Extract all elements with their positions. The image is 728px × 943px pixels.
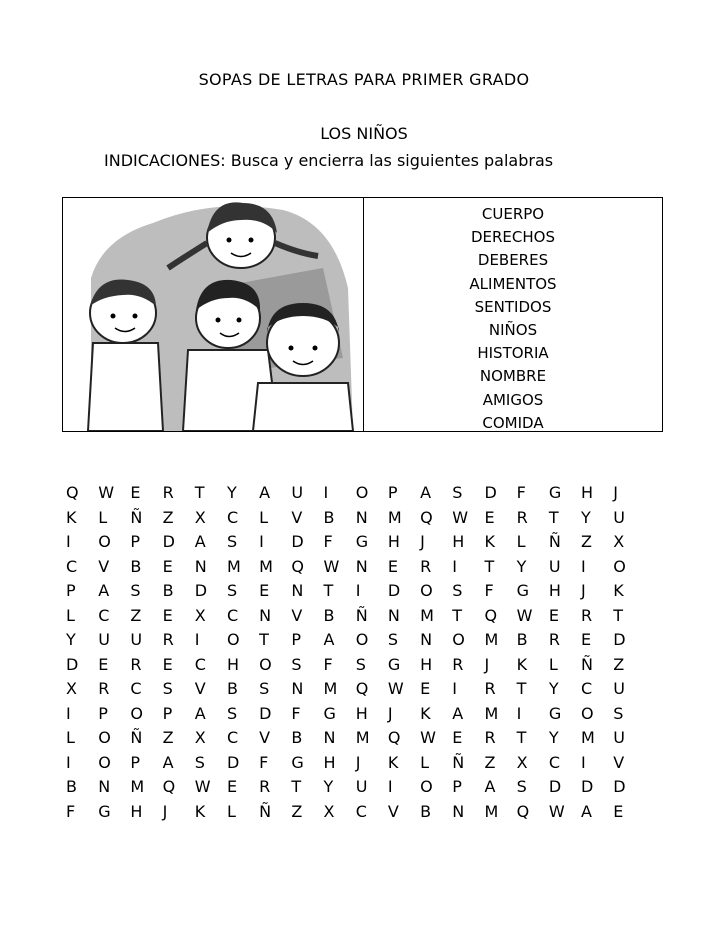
grid-letter[interactable]: E (548, 605, 559, 625)
grid-letter[interactable]: T (484, 556, 495, 576)
grid-letter[interactable]: W (98, 483, 115, 502)
grid-letter[interactable]: V (291, 507, 303, 527)
grid-letter[interactable]: B (323, 507, 335, 527)
grid-letter[interactable]: S (452, 581, 463, 600)
grid-letter[interactable]: S (516, 777, 527, 796)
grid-letter[interactable]: O (98, 728, 111, 747)
grid-letter[interactable]: R (130, 654, 142, 674)
grid-letter[interactable]: R (548, 630, 560, 649)
grid-letter[interactable]: U (98, 630, 110, 649)
grid-letter[interactable]: M (355, 728, 370, 747)
grid-letter[interactable]: J (484, 654, 490, 674)
grid-letter[interactable]: H (130, 801, 143, 821)
grid-letter[interactable]: R (484, 679, 496, 698)
grid-letter[interactable]: C (226, 507, 239, 527)
grid-letter[interactable]: Y (548, 679, 559, 698)
grid-letter[interactable]: R (516, 507, 528, 527)
grid-letter[interactable]: R (98, 679, 110, 698)
grid-letter[interactable]: D (387, 581, 401, 600)
word-item: NIÑOS (488, 321, 538, 340)
grid-letter[interactable]: V (387, 801, 399, 821)
grid-letter[interactable]: A (162, 752, 174, 772)
grid-letter[interactable]: G (323, 703, 336, 723)
grid-letter[interactable]: H (323, 752, 336, 772)
grid-letter[interactable]: O (226, 630, 240, 649)
grid-letter[interactable]: M (387, 507, 402, 527)
grid-letter[interactable]: B (291, 728, 303, 747)
grid-letter[interactable]: S (162, 679, 173, 698)
grid-letter[interactable]: S (387, 630, 399, 649)
grid-letter[interactable]: Y (581, 507, 591, 527)
grid-letter[interactable]: A (484, 777, 496, 796)
grid-letter[interactable]: O (581, 703, 594, 723)
grid-letter[interactable]: M (420, 605, 434, 625)
grid-letter[interactable]: R (162, 630, 174, 649)
grid-letter[interactable]: L (516, 532, 526, 551)
grid-letter[interactable]: I (259, 532, 264, 551)
grid-letter[interactable]: H (387, 532, 400, 551)
grid-letter[interactable]: G (387, 654, 401, 674)
grid-letter[interactable]: E (162, 654, 173, 674)
grid-letter[interactable]: F (323, 532, 333, 551)
grid-letter[interactable]: K (194, 801, 206, 821)
grid-letter[interactable]: A (323, 630, 335, 649)
grid-letter[interactable]: W (516, 605, 533, 625)
grid-letter[interactable]: C (226, 605, 239, 625)
grid-letter[interactable]: O (613, 556, 626, 576)
grid-letter[interactable]: S (259, 679, 270, 698)
grid-letter[interactable]: G (291, 752, 304, 772)
grid-letter[interactable]: D (484, 483, 497, 502)
illustration-cell (63, 198, 364, 431)
grid-letter[interactable]: D (66, 654, 79, 674)
grid-letter[interactable]: Q (484, 605, 498, 625)
grid-letter[interactable]: G (98, 801, 111, 821)
grid-letter[interactable]: G (548, 703, 562, 723)
grid-letter[interactable]: P (291, 630, 301, 649)
grid-letter[interactable]: M (484, 801, 499, 821)
grid-letter[interactable]: H (355, 703, 368, 723)
grid-letter[interactable]: D (259, 703, 272, 723)
grid-letter[interactable]: Q (387, 728, 401, 747)
grid-letter[interactable]: I (581, 556, 586, 576)
grid-letter[interactable]: P (162, 703, 173, 723)
grid-letter[interactable]: V (613, 752, 625, 772)
grid-letter[interactable]: E (581, 630, 592, 649)
grid-letter[interactable]: K (484, 532, 495, 551)
grid-letter[interactable]: O (130, 703, 143, 723)
grid-letter[interactable]: I (452, 556, 457, 576)
grid-letter[interactable]: T (613, 605, 623, 625)
grid-letter[interactable]: Y (323, 777, 334, 796)
grid-letter[interactable]: S (226, 581, 238, 600)
grid-letter[interactable]: M (259, 556, 273, 576)
grid-letter[interactable]: M (226, 556, 241, 576)
grid-letter[interactable]: N (355, 556, 368, 576)
grid-letter[interactable]: N (194, 556, 207, 576)
grid-letter[interactable]: J (613, 483, 618, 502)
grid-letter[interactable]: R (162, 483, 174, 502)
grid-letter[interactable]: O (420, 581, 433, 600)
grid-letter[interactable]: I (66, 703, 71, 723)
instructions: INDICACIONES: Busca y encierra las siguientes palabras (104, 151, 554, 170)
grid-letter[interactable]: A (581, 801, 592, 821)
grid-letter[interactable]: A (259, 483, 271, 502)
grid-letter[interactable]: U (130, 630, 143, 649)
word-item: COMIDA (482, 413, 544, 432)
grid-letter[interactable]: I (355, 581, 361, 600)
children-illustration-icon (63, 198, 363, 431)
word-list (463, 203, 563, 435)
grid-letter[interactable]: X (516, 752, 528, 772)
grid-letter[interactable]: Q (162, 777, 176, 796)
grid-letter[interactable]: T (259, 630, 269, 649)
grid-letter[interactable]: H (226, 654, 239, 674)
grid-letter[interactable]: O (355, 483, 369, 502)
grid-letter[interactable]: V (259, 728, 271, 747)
grid-letter[interactable]: E (130, 483, 141, 502)
grid-letter[interactable]: Z (581, 532, 592, 551)
grid-letter[interactable]: F (66, 801, 76, 821)
grid-letter[interactable]: T (452, 605, 463, 625)
grid-letter[interactable]: R (259, 777, 271, 796)
grid-letter[interactable]: J (581, 581, 586, 600)
grid-letter[interactable]: D (613, 630, 626, 649)
grid-letter[interactable]: S (226, 703, 238, 723)
grid-letter[interactable]: Ñ (355, 605, 368, 625)
grid-letter[interactable]: E (613, 801, 624, 821)
grid-letter[interactable]: D (548, 777, 562, 796)
grid-letter[interactable]: T (323, 581, 334, 600)
grid-letter[interactable]: S (355, 654, 366, 674)
grid-letter[interactable]: Z (613, 654, 625, 674)
grid-letter[interactable]: C (98, 605, 110, 625)
grid-letter[interactable]: E (484, 507, 495, 527)
grid-letter[interactable]: I (66, 532, 71, 551)
grid-letter[interactable]: T (291, 777, 302, 796)
grid-letter[interactable]: D (581, 777, 594, 796)
grid-letter[interactable]: Z (130, 605, 142, 625)
grid-letter[interactable]: I (452, 679, 457, 698)
grid-letter[interactable]: O (98, 532, 111, 551)
grid-letter[interactable]: H (548, 581, 561, 600)
grid-letter[interactable]: M (323, 679, 338, 698)
grid-letter[interactable]: N (355, 507, 368, 527)
grid-letter[interactable]: T (194, 483, 205, 502)
grid-letter[interactable]: D (226, 752, 240, 772)
grid-letter[interactable]: Q (355, 679, 369, 698)
grid-letter[interactable]: Z (162, 728, 174, 747)
word-item: NOMBRE (479, 367, 547, 386)
grid-letter[interactable]: U (291, 483, 304, 502)
grid-letter[interactable]: D (194, 581, 208, 600)
grid-letter[interactable]: A (194, 703, 206, 723)
grid-letter[interactable]: Y (226, 483, 237, 502)
grid-letter[interactable]: Ñ (548, 532, 561, 551)
grid-letter[interactable]: S (194, 752, 205, 772)
grid-letter[interactable]: D (291, 532, 304, 551)
grid-letter[interactable]: N (387, 605, 400, 625)
grid-letter[interactable]: H (581, 483, 594, 502)
grid-letter[interactable]: S (613, 703, 624, 723)
grid-letter[interactable]: E (452, 728, 463, 747)
grid-letter[interactable]: C (355, 801, 367, 821)
grid-letter[interactable]: W (420, 728, 436, 747)
grid-letter[interactable]: V (98, 556, 110, 576)
grid-letter[interactable]: U (613, 728, 625, 747)
grid-letter[interactable]: R (484, 728, 496, 747)
grid-letter[interactable]: S (291, 654, 302, 674)
grid-letter[interactable]: I (581, 752, 586, 772)
grid-letter[interactable]: Ñ (581, 654, 593, 674)
grid-letter[interactable]: H (420, 654, 433, 674)
grid-letter[interactable]: P (98, 703, 108, 723)
grid-letter[interactable]: N (452, 801, 465, 821)
grid-letter[interactable]: B (420, 801, 432, 821)
grid-letter[interactable]: W (548, 801, 565, 821)
word-box (62, 197, 663, 432)
grid-letter[interactable]: D (162, 532, 175, 551)
grid-letter[interactable]: Ñ (452, 752, 465, 772)
letter-grid (66, 483, 645, 826)
grid-letter[interactable]: I (516, 703, 522, 723)
grid-letter[interactable]: J (420, 532, 425, 551)
grid-letter[interactable]: O (259, 654, 272, 674)
grid-letter[interactable]: R (452, 654, 464, 674)
grid-letter[interactable]: L (548, 654, 558, 674)
grid-letter[interactable]: B (226, 679, 238, 698)
grid-letter[interactable]: R (581, 605, 593, 625)
grid-letter[interactable]: O (452, 630, 465, 649)
grid-letter[interactable]: S (226, 532, 238, 551)
grid-letter[interactable]: X (194, 728, 206, 747)
page-subtitle: LOS NIÑOS (320, 124, 408, 143)
grid-letter[interactable]: B (323, 605, 335, 625)
grid-letter[interactable]: A (420, 483, 432, 502)
grid-letter[interactable]: E (162, 556, 173, 576)
grid-letter[interactable]: L (66, 728, 75, 747)
grid-letter[interactable]: N (98, 777, 111, 796)
grid-letter[interactable]: J (387, 703, 393, 723)
grid-letter[interactable]: C (194, 654, 206, 674)
word-item: ALIMENTOS (469, 274, 557, 293)
grid-letter[interactable]: P (452, 777, 462, 796)
grid-letter[interactable]: V (194, 679, 206, 698)
grid-letter[interactable]: E (259, 581, 270, 600)
grid-letter[interactable]: Q (291, 556, 304, 576)
grid-letter[interactable]: Q (66, 483, 79, 502)
grid-letter[interactable]: O (98, 752, 111, 772)
grid-letter[interactable]: Z (291, 801, 303, 821)
grid-letter[interactable]: Ñ (259, 801, 272, 821)
grid-letter[interactable]: U (613, 507, 625, 527)
grid-letter[interactable]: Ñ (130, 507, 143, 527)
grid-letter[interactable]: N (291, 679, 304, 698)
word-item: DEBERES (477, 251, 549, 270)
grid-letter[interactable]: D (613, 777, 626, 796)
word-item: AMIGOS (482, 390, 544, 409)
grid-letter[interactable]: F (484, 581, 494, 600)
grid-letter[interactable]: Q (420, 507, 433, 527)
grid-letter[interactable]: E (420, 679, 431, 698)
grid-letter[interactable]: L (66, 605, 75, 625)
grid-letter[interactable]: K (387, 752, 399, 772)
grid-letter[interactable]: Q (516, 801, 530, 821)
grid-letter[interactable]: L (259, 507, 269, 527)
grid-letter[interactable]: Y (548, 728, 559, 747)
grid-letter[interactable]: M (130, 777, 145, 796)
grid-letter[interactable]: P (387, 483, 398, 502)
grid-letter[interactable]: C (66, 556, 78, 576)
grid-letter[interactable]: P (66, 581, 76, 600)
grid-letter[interactable]: J (162, 801, 168, 821)
grid-letter[interactable]: Ñ (130, 728, 143, 747)
grid-letter[interactable]: T (516, 679, 527, 698)
grid-letter[interactable]: Z (162, 507, 174, 527)
grid-letter[interactable]: U (613, 679, 625, 698)
grid-letter[interactable]: M (484, 703, 499, 723)
grid-letter[interactable]: W (194, 777, 211, 796)
grid-letter[interactable]: K (613, 581, 624, 600)
grid-letter[interactable]: I (323, 483, 329, 502)
word-item: SENTIDOS (474, 297, 552, 316)
grid-letter[interactable]: A (452, 703, 464, 723)
grid-letter[interactable]: X (194, 605, 206, 625)
grid-letter[interactable]: F (291, 703, 301, 723)
grid-letter[interactable]: F (516, 483, 526, 502)
grid-letter[interactable]: A (194, 532, 206, 551)
grid-letter[interactable]: J (355, 752, 361, 772)
grid-letter[interactable]: L (420, 752, 429, 772)
grid-letter[interactable]: F (259, 752, 269, 772)
grid-letter[interactable]: G (516, 581, 530, 600)
grid-letter[interactable]: W (323, 556, 340, 576)
grid-letter[interactable]: E (226, 777, 238, 796)
grid-letter[interactable]: B (162, 581, 174, 600)
grid-letter[interactable]: E (162, 605, 173, 625)
grid-letter[interactable]: G (355, 532, 369, 551)
grid-letter[interactable]: S (452, 483, 463, 502)
grid-letter[interactable]: X (194, 507, 206, 527)
grid-letter[interactable]: K (66, 507, 77, 527)
grid-letter[interactable]: W (387, 679, 404, 698)
grid-letter[interactable]: C (581, 679, 593, 698)
grid-letter[interactable]: T (548, 507, 559, 527)
grid-letter[interactable]: C (226, 728, 239, 747)
grid-letter[interactable]: N (259, 605, 272, 625)
grid-letter[interactable]: M (581, 728, 595, 747)
grid-letter[interactable]: L (226, 801, 236, 821)
grid-letter[interactable]: O (355, 630, 369, 649)
grid-letter[interactable]: Z (484, 752, 496, 772)
grid-letter[interactable]: F (323, 654, 333, 674)
grid-letter[interactable]: Y (516, 556, 527, 576)
grid-letter[interactable]: Y (66, 630, 76, 649)
grid-letter[interactable]: A (98, 581, 110, 600)
grid-letter[interactable]: M (484, 630, 499, 649)
grid-letter[interactable]: X (66, 679, 77, 698)
word-item: CUERPO (481, 205, 545, 223)
grid-letter[interactable]: L (98, 507, 108, 527)
grid-letter[interactable]: U (355, 777, 368, 796)
grid-letter[interactable]: P (130, 752, 141, 772)
grid-letter[interactable]: P (130, 532, 141, 551)
grid-letter[interactable]: B (516, 630, 528, 649)
grid-letter[interactable]: E (98, 654, 109, 674)
grid-letter[interactable]: I (194, 630, 200, 649)
grid-letter[interactable]: K (420, 703, 431, 723)
grid-letter[interactable]: N (323, 728, 336, 747)
grid-letter[interactable]: C (130, 679, 142, 698)
grid-letter[interactable]: I (387, 777, 393, 796)
grid-letter[interactable]: O (420, 777, 433, 796)
grid-letter[interactable]: K (516, 654, 528, 674)
grid-letter[interactable]: S (130, 581, 141, 600)
grid-letter[interactable]: W (452, 507, 469, 527)
grid-letter[interactable]: B (66, 777, 77, 796)
grid-letter[interactable]: N (291, 581, 304, 600)
grid-letter[interactable]: X (613, 532, 625, 551)
grid-letter[interactable]: V (291, 605, 303, 625)
grid-letter[interactable]: U (548, 556, 561, 576)
grid-letter[interactable]: B (130, 556, 142, 576)
grid-letter[interactable]: H (452, 532, 465, 551)
grid-letter[interactable]: I (66, 752, 71, 772)
grid-letter[interactable]: R (420, 556, 432, 576)
grid-letter[interactable]: E (387, 556, 398, 576)
grid-letter[interactable]: N (420, 630, 433, 649)
page-title: SOPAS DE LETRAS PARA PRIMER GRADO (198, 70, 530, 89)
word-item: DERECHOS (470, 228, 555, 247)
grid-letter[interactable]: X (323, 801, 335, 821)
grid-letter[interactable]: T (516, 728, 527, 747)
grid-letter[interactable]: C (548, 752, 560, 772)
word-item: HISTORIA (477, 344, 549, 363)
grid-letter[interactable]: G (548, 483, 562, 502)
